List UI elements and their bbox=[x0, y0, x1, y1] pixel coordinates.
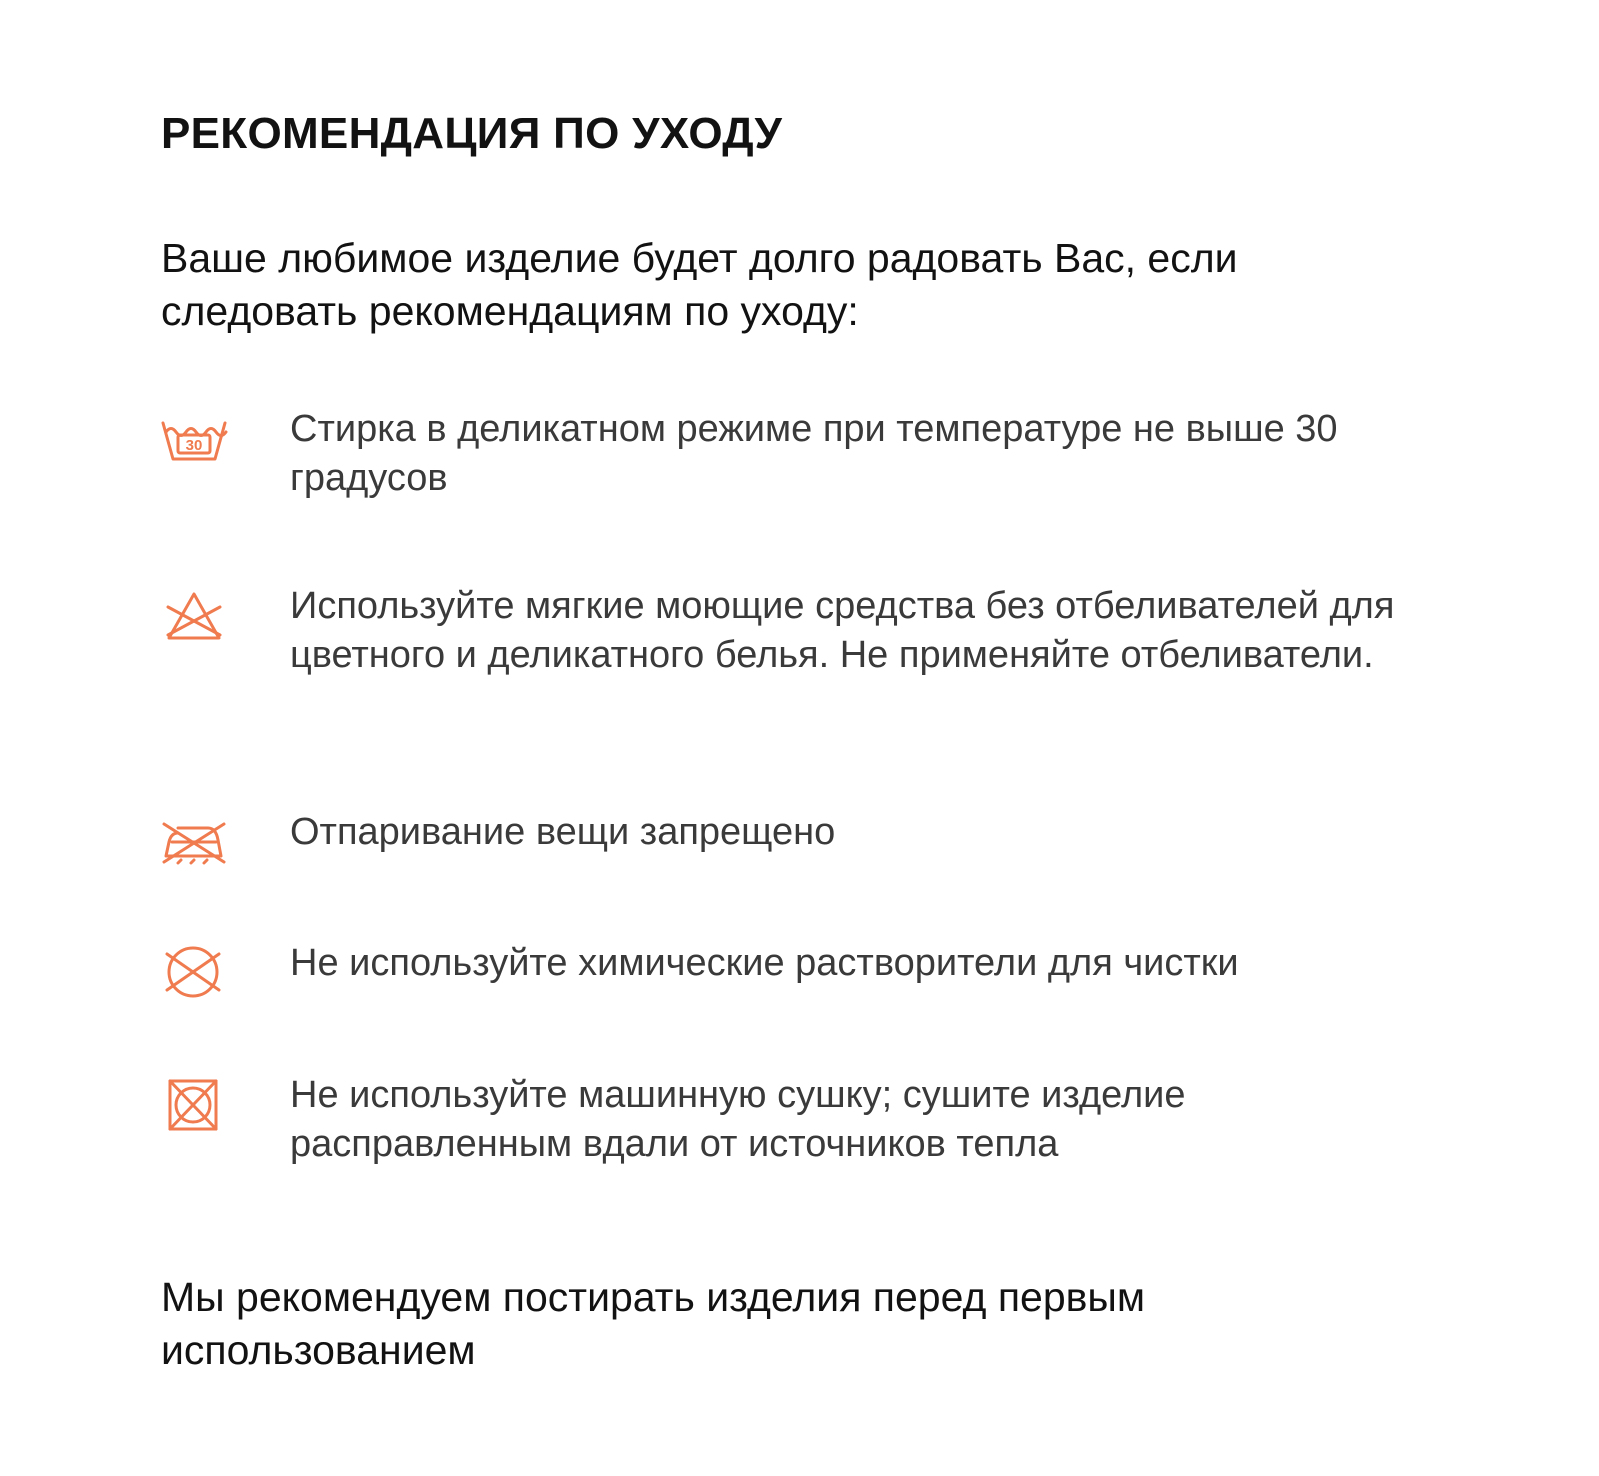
wash-30-delicate-icon bbox=[158, 410, 230, 470]
care-text-wash: Стирка в деликатном режиме при температуре не выше 30 градусов bbox=[290, 408, 1338, 499]
care-text-dryclean: Не используйте химические растворители для чистки bbox=[290, 942, 1239, 984]
care-text-bleach: Используйте мягкие моющие средства без отбеливателей для цветного и деликатного белья. Не применяйте отбеливатели. bbox=[290, 585, 1395, 676]
no-tumble-dry-icon bbox=[158, 1075, 230, 1135]
page-title: РЕКОМЕНДАЦИЯ ПО УХОДУ bbox=[161, 109, 783, 158]
no-bleach-icon bbox=[158, 587, 230, 647]
care-text-steam: Отпаривание вещи запрещено bbox=[290, 811, 836, 853]
care-text-tumble: Не используйте машинную сушку; сушите изделие расправленным вдали от источников тепла bbox=[290, 1074, 1186, 1165]
svg-text:30: 30 bbox=[185, 437, 203, 454]
outro-text: Мы рекомендуем постирать изделия перед первым использованием bbox=[161, 1274, 1146, 1373]
intro-text: Ваше любимое изделие будет долго радовать Вас, если следовать рекомендациям по уходу: bbox=[161, 235, 1238, 334]
no-steam-iron-icon bbox=[158, 810, 230, 870]
no-dry-clean-icon bbox=[158, 942, 230, 1002]
